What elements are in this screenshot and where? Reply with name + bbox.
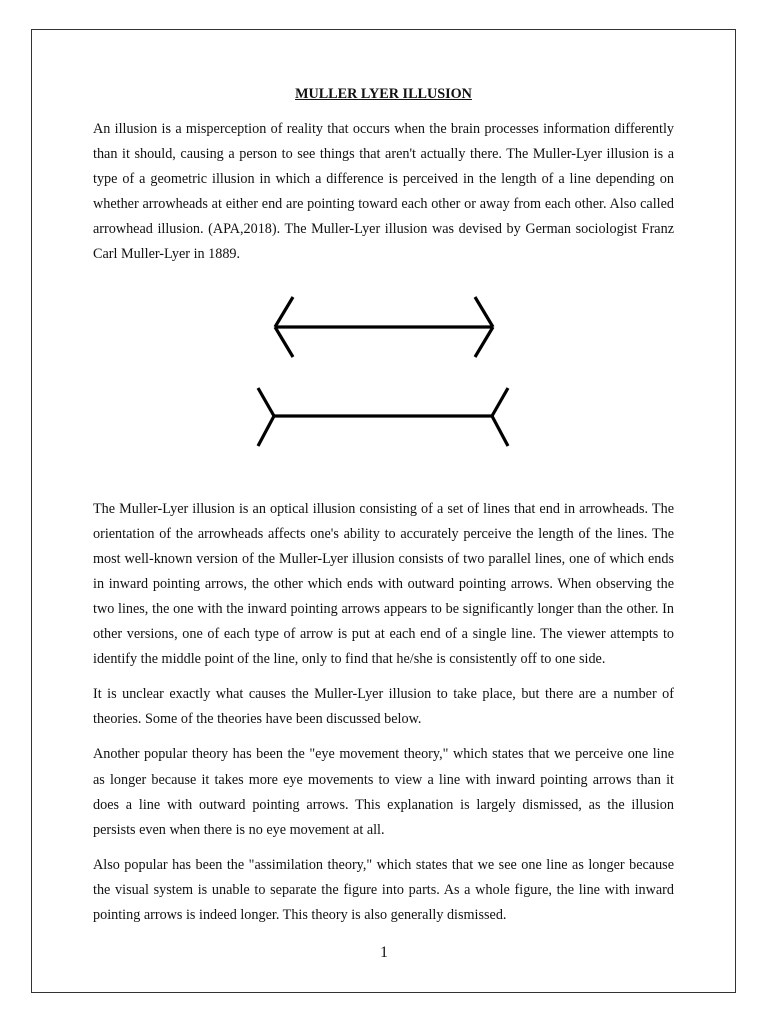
document-body bbox=[93, 82, 674, 938]
muller-lyer-figure bbox=[93, 284, 674, 491]
top-line-left-arrow-upper bbox=[275, 297, 293, 327]
bottom-line-right-fin-lower bbox=[492, 416, 508, 446]
paragraph-intro: An illusion is a misperception of reality that occurs when the brain processes information differently than it should, causing a person to see things that aren't actually there. The Muller-Lyer illusion is a type of a geometric illusion in which a difference is perceived in the length of a line depending on whether arrowheads at either end are pointing toward each other or away from each other. Also called arrowhead illusion. (APA,2018). The Muller-Lyer illusion was devised by German sociologist Franz Carl Muller-Lyer in 1889. bbox=[93, 121, 674, 263]
muller-lyer-illustration bbox=[93, 284, 674, 491]
top-line-right-arrow-lower bbox=[475, 327, 493, 357]
paragraph-assimilation-theory: Also popular has been the "assimilation theory," which states that we see one line as longer because the visual system is unable to separate the figure into parts. As a whole figure, the line with inward pointing arrows is indeed longer. This theory is also generally dismissed. bbox=[93, 856, 674, 923]
bottom-line-left-fin-lower bbox=[258, 416, 274, 446]
page-number: 1 bbox=[380, 944, 388, 961]
page-title: MULLER LYER ILLUSION bbox=[295, 86, 472, 102]
bottom-line-right-fin-upper bbox=[492, 388, 508, 416]
top-line-left-arrow-lower bbox=[275, 327, 293, 357]
paragraph-description: The Muller-Lyer illusion is an optical illusion consisting of a set of lines that end in arrowheads. The orientation of the arrowheads affects one's ability to accurately perceive the length of the lines. The most well-known version of the Muller-Lyer illusion consists of two parallel lines, one of which ends in inward pointing arrows, the other which ends with outward pointing arrows. When observing the two lines, the one with the inward pointing arrows appears to be significantly longer than the other. In other versions, one of each type of arrow is put at each end of a single line. The viewer attempts to identify the middle point of the line, only to find that he/she is consistently off to one side. bbox=[93, 500, 674, 668]
paragraph-eye-movement-theory: Another popular theory has been the "eye movement theory," which states that we perceive one line as longer because it takes more eye movements to view a line with inward pointing arrows than it does a line with outward pointing arrows. This explanation is largely dismissed, as the illusion persists even when there is no eye movement at all. bbox=[93, 746, 674, 838]
top-line-right-arrow-upper bbox=[475, 297, 493, 327]
paragraph-theories-intro: It is unclear exactly what causes the Muller-Lyer illusion to take place, but there are a number of theories. Some of the theories have been discussed below. bbox=[93, 686, 674, 728]
bottom-line-left-fin-upper bbox=[258, 388, 274, 416]
